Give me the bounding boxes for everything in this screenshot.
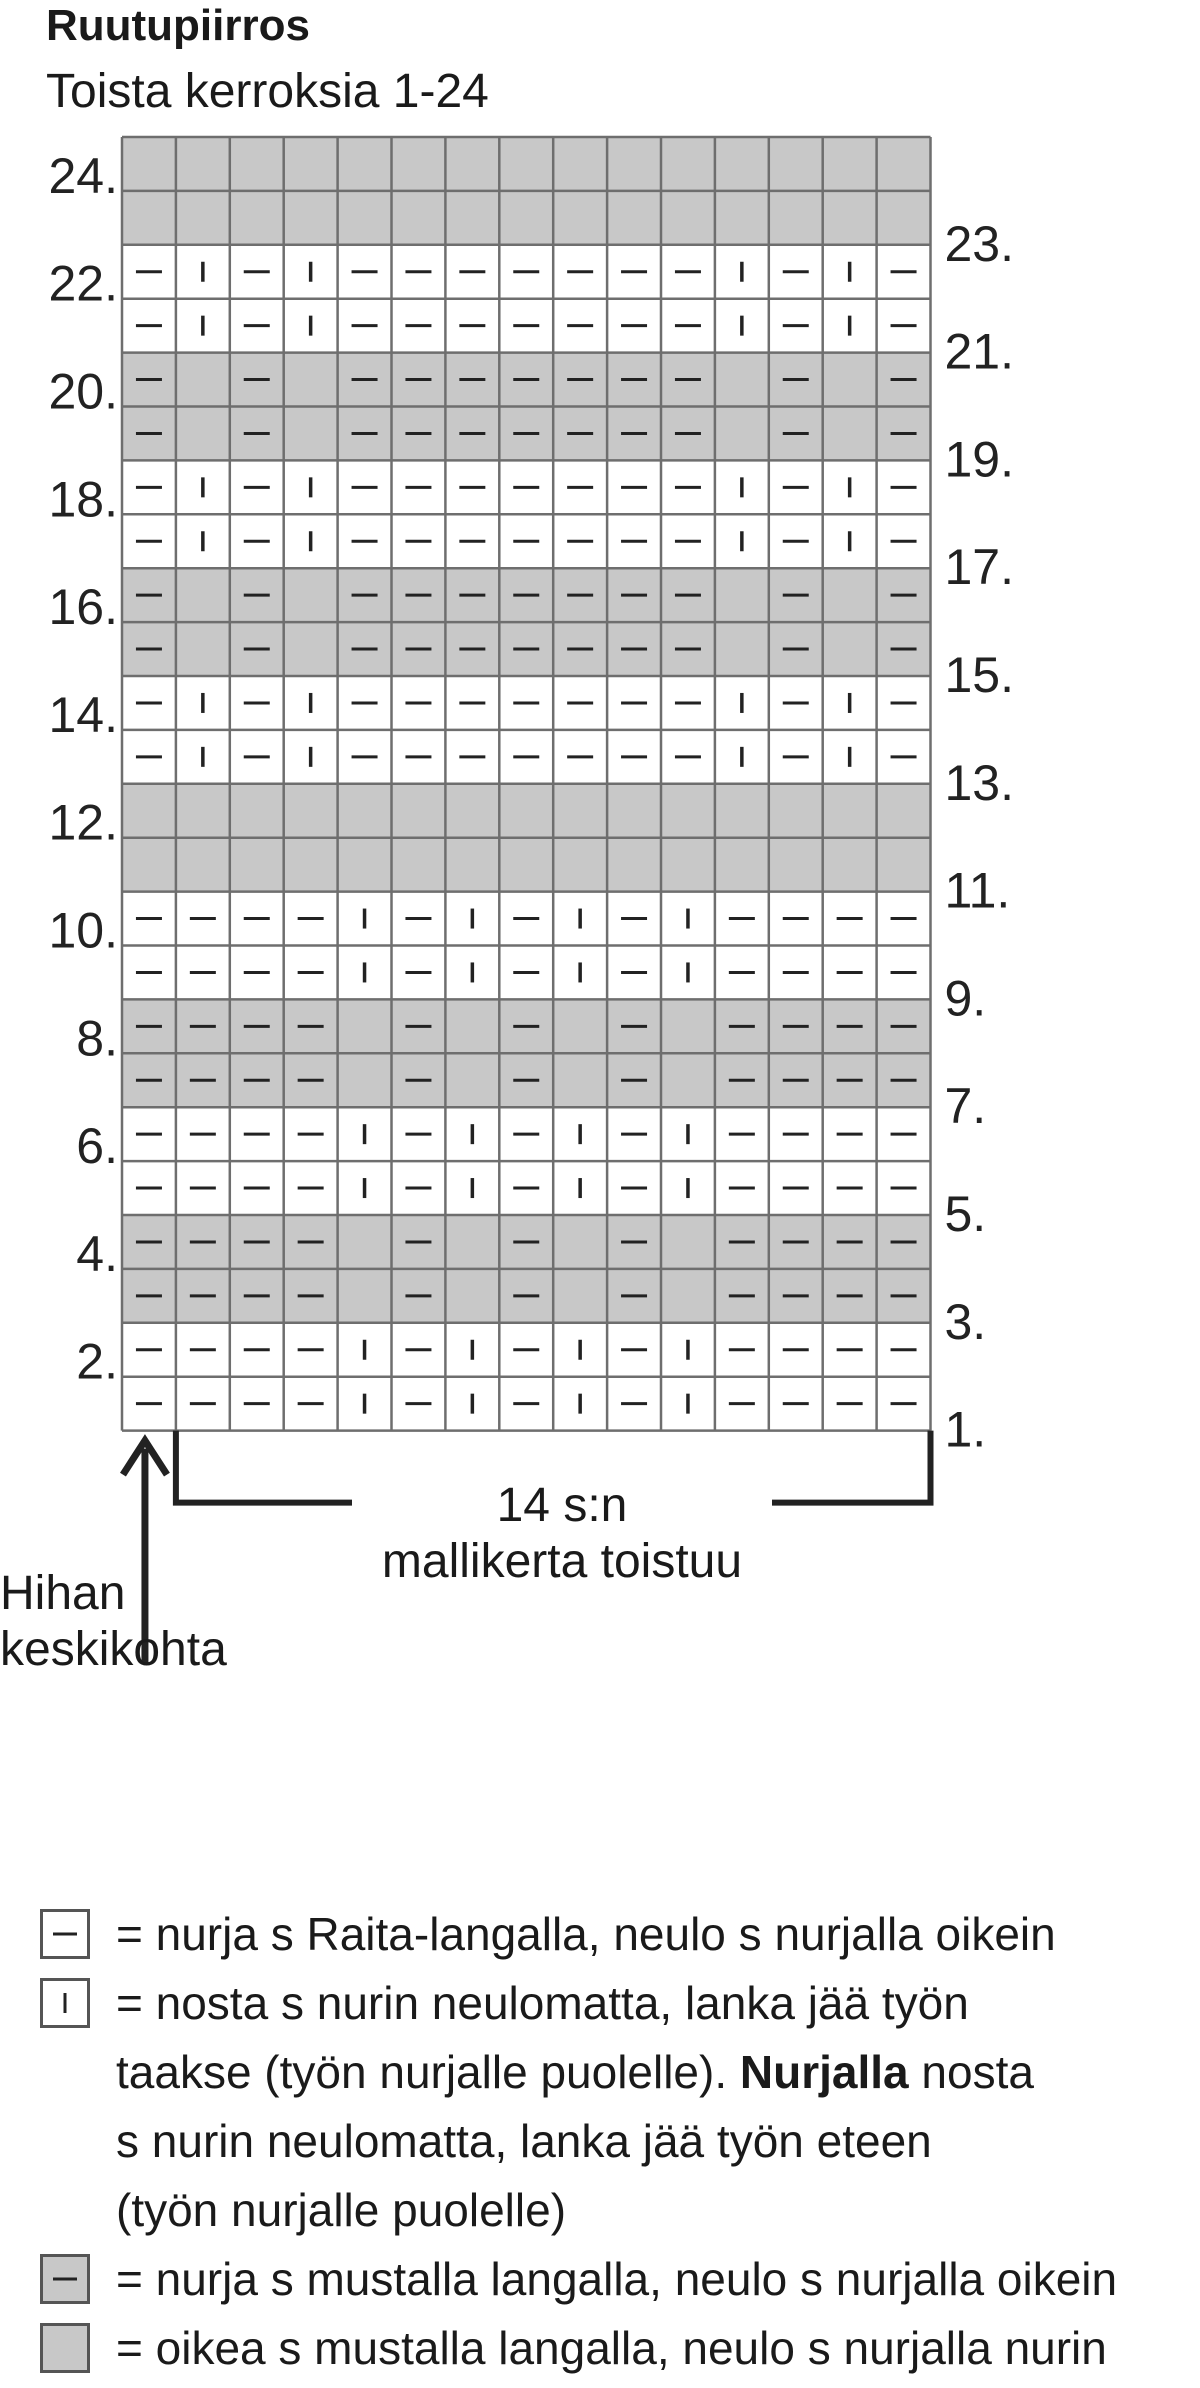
chart-row-23: [122, 191, 931, 245]
center-note-line1: Hihan: [0, 1567, 126, 1620]
legend-text: = nosta s nurin neulomatta, lanka jää työn: [116, 1977, 969, 2029]
row-label-left: 18.: [48, 471, 118, 528]
row-label-right: 21.: [944, 323, 1015, 380]
row-label-right: 1.: [944, 1401, 987, 1458]
row-label-left: 20.: [48, 363, 118, 420]
legend-text: = oikea s mustalla langalla, neulo s nurjalla nurin: [116, 2322, 1107, 2374]
row-label-left: 10.: [48, 902, 118, 959]
row-label-right: 15.: [944, 647, 1015, 703]
row-label-left: 8.: [76, 1010, 118, 1067]
repeat-note: [352, 1478, 772, 1590]
chart-row-24: [122, 137, 931, 191]
row-label-left: 14.: [48, 686, 118, 743]
row-label-right: 9.: [944, 970, 987, 1027]
row-label-right: 19.: [944, 431, 1015, 488]
chart-title: Ruutupiirros: [46, 1, 310, 50]
legend-text: (työn nurjalle puolelle): [116, 2184, 567, 2236]
row-label-left: 4.: [76, 1225, 118, 1282]
row-label-left: 6.: [76, 1118, 118, 1175]
row-label-right: 11.: [944, 862, 1011, 919]
legend-text: s nurin neulomatta, lanka jää työn eteen: [116, 2115, 932, 2167]
blank-grey-symbol-icon: [40, 2323, 90, 2373]
row-label-left: 2.: [76, 1333, 118, 1390]
chart-subtitle: Toista kerroksia 1-24: [46, 65, 489, 118]
chart-row-11: [122, 838, 931, 892]
chart-row-12: [122, 784, 931, 838]
row-label-left: 12.: [48, 794, 118, 851]
row-label-right: 7.: [944, 1078, 987, 1135]
legend-text: taakse (työn nurjalle puolelle).: [116, 2046, 740, 2098]
repeat-note-line2: mallikerta toistuu: [381, 1535, 743, 1588]
legend-text: = nurja s mustalla langalla, neulo s nurjalla oikein: [116, 2253, 1118, 2305]
row-label-left: 22.: [48, 255, 118, 312]
row-label-left: 24.: [48, 147, 118, 204]
legend-text: nosta: [908, 2046, 1034, 2098]
row-label-left: 16.: [48, 579, 118, 636]
row-label-right: 5.: [944, 1186, 987, 1242]
center-note: [0, 1566, 227, 1678]
row-label-right: 17.: [944, 539, 1015, 596]
legend-bold-text: Nurjalla: [739, 2046, 909, 2098]
center-note-line2: keskikohta: [0, 1623, 227, 1676]
legend-text: = nurja s Raita-langalla, neulo s nurjalla oikein: [116, 1908, 1056, 1960]
dash-symbol-icon: [40, 1909, 90, 1959]
repeat-note-line1: 14 s:n: [496, 1479, 628, 1532]
dash-grey-symbol-icon: [40, 2254, 90, 2304]
row-label-right: 23.: [944, 215, 1015, 272]
bar-symbol-icon: [40, 1978, 90, 2028]
row-label-right: 13.: [944, 754, 1015, 811]
row-label-right: 3.: [944, 1293, 987, 1350]
